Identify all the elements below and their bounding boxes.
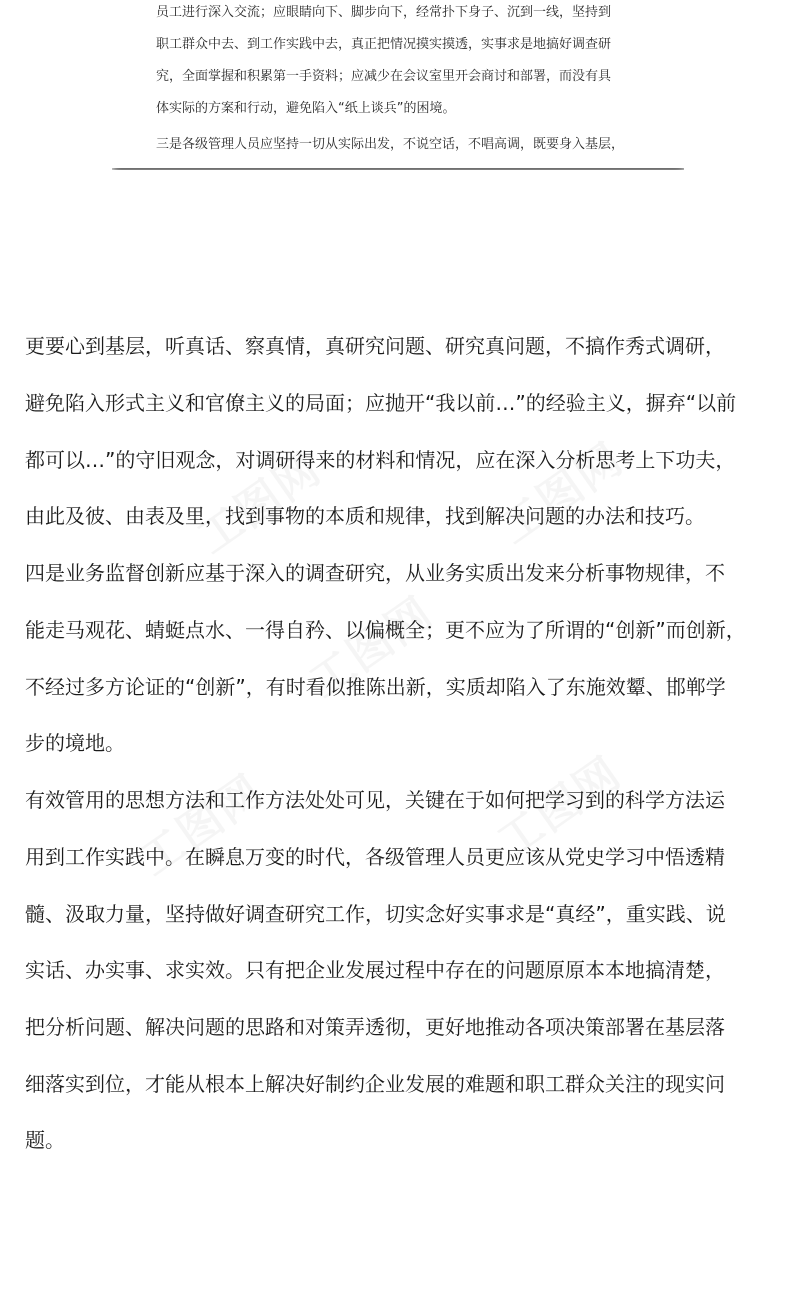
preview-line: 员工进行深入交流；应眼睛向下、脚步向下，经常扑下身子、沉到一线，坚持到 [156,5,612,20]
paragraph-line: 用到工作实践中。在瞬息万变的时代，各级管理人员更应该从党史学习中悟透精 [25,845,725,869]
paragraph-line: 实话、办实事、求实效。只有把企业发展过程中存在的问题原原本本地搞清楚， [25,958,725,982]
preview-page [112,0,684,168]
paragraph-line: 有效管用的思想方法和工作方法处处可见，关键在于如何把学习到的科学方法运 [25,788,725,812]
paragraph-line: 髓、汲取力量，坚持做好调查研究工作，切实念好实事求是“真经”，重实践、说 [25,902,726,926]
paragraph-line: 把分析问题、解决问题的思路和对策弄透彻，更好地推动各项决策部署在基层落 [25,1015,725,1039]
paragraph-line: 都可以…”的守旧观念，对调研得来的材料和情况，应在深入分析思考上下功夫， [25,448,736,472]
preview-line: 究，全面掌握和积累第一手资料；应减少在会议室里开会商讨和部署，而没有具 [156,69,612,84]
paragraph-line: 细落实到位，才能从根本上解决好制约企业发展的难题和职工群众关注的现实问 [25,1072,725,1096]
paragraph-line: 能走马观花、蜻蜓点水、一得自矜、以偏概全；更不应为了所谓的“创新”而创新， [25,618,746,642]
preview-line: 职工群众中去、到工作实践中去，真正把情况摸实摸透，实事求是地搞好调查研 [156,37,612,52]
document-preview-card [112,0,684,170]
watermark [484,424,634,556]
paragraph-line: 避免陷入形式主义和官僚主义的局面；应抛开“我以前…”的经验主义，摒弃“以前 [25,391,737,415]
paragraph-line: 步的境地。 [25,731,125,755]
paragraph-line: 由此及彼、由表及里，找到事物的本质和规律，找到解决问题的办法和技巧。 [25,504,705,528]
paragraph-line: 更要心到基层，听真话、察真情，真研究问题、研究真问题，不搞作秀式调研， [25,334,725,358]
preview-line: 体实际的方案和行动，避免陷入“纸上谈兵”的困境。 [156,101,456,116]
paragraph-line: 四是业务监督创新应基于深入的调查研究，从业务实质出发来分析事物规律，不 [25,561,725,585]
paragraph-line: 不经过多方论证的“创新”，有时看似推陈出新，实质却陷入了东施效颦、邯郸学 [25,675,726,699]
paragraph-line: 题。 [25,1128,65,1152]
preview-line: 三是各级管理人员应坚持一切从实际出发，不说空话，不唱高调，既要身入基层， [156,137,625,152]
